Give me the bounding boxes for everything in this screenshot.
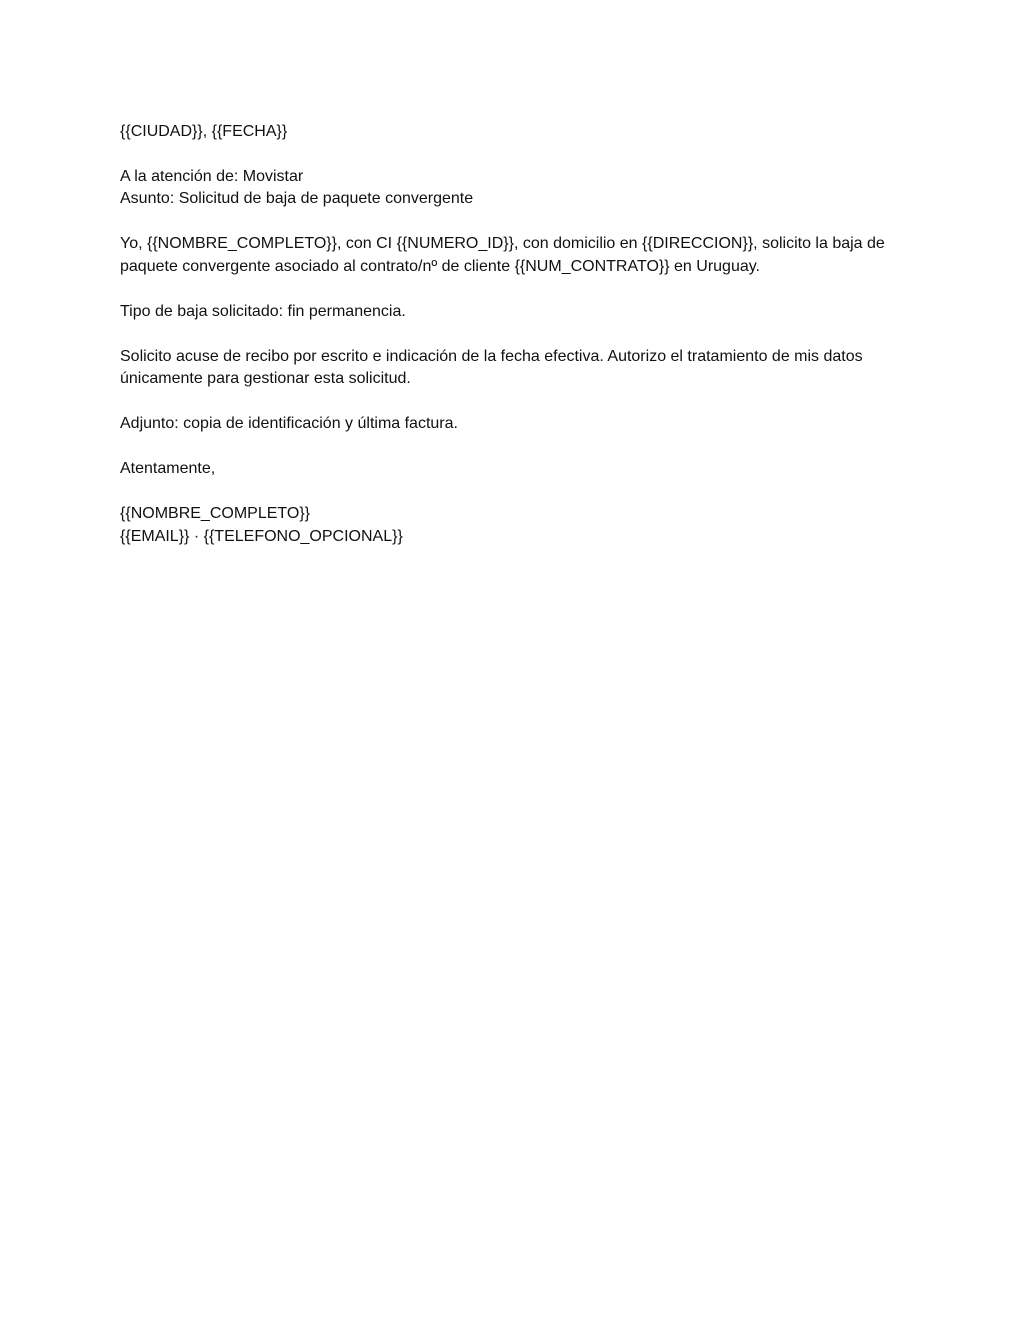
closing-line: Atentamente,	[120, 460, 216, 478]
attachments-line: Adjunto: copia de identificación y última factura.	[120, 415, 458, 433]
paragraph-gap	[120, 391, 910, 414]
letter-page	[120, 121, 910, 548]
paragraph-gap	[120, 323, 910, 346]
body-type-paragraph: Tipo de baja solicitado: fin permanencia.	[120, 302, 406, 320]
signature-contact: {{EMAIL}} · {{TELEFONO_OPCIONAL}}	[120, 527, 403, 545]
signature-name: {{NOMBRE_COMPLETO}}	[120, 505, 310, 523]
paragraph-gap	[120, 143, 910, 166]
paragraph-gap	[120, 436, 910, 459]
subject-line: Asunto: Solicitud de baja de paquete convergente	[120, 190, 474, 208]
place-date: {{CIUDAD}}, {{FECHA}}	[120, 123, 288, 140]
paragraph-gap	[120, 278, 910, 301]
body-request-paragraph: Yo, {{NOMBRE_COMPLETO}}, con CI {{NUMERO_ID}}, con domicilio en {{DIRECCION}}, solicito la baja de paquete convergente asociado al contrato/nº de cliente {{NUM_CONTRATO}} en Uruguay.	[120, 235, 885, 275]
paragraph-gap	[120, 481, 910, 504]
paragraph-gap	[120, 211, 910, 234]
attention-line: A la atención de: Movistar	[120, 168, 304, 185]
body-ack-paragraph: Solicito acuse de recibo por escrito e indicación de la fecha efectiva. Autorizo el tratamiento de mis datos únicamente para gestionar esta solicitud.	[120, 347, 863, 388]
